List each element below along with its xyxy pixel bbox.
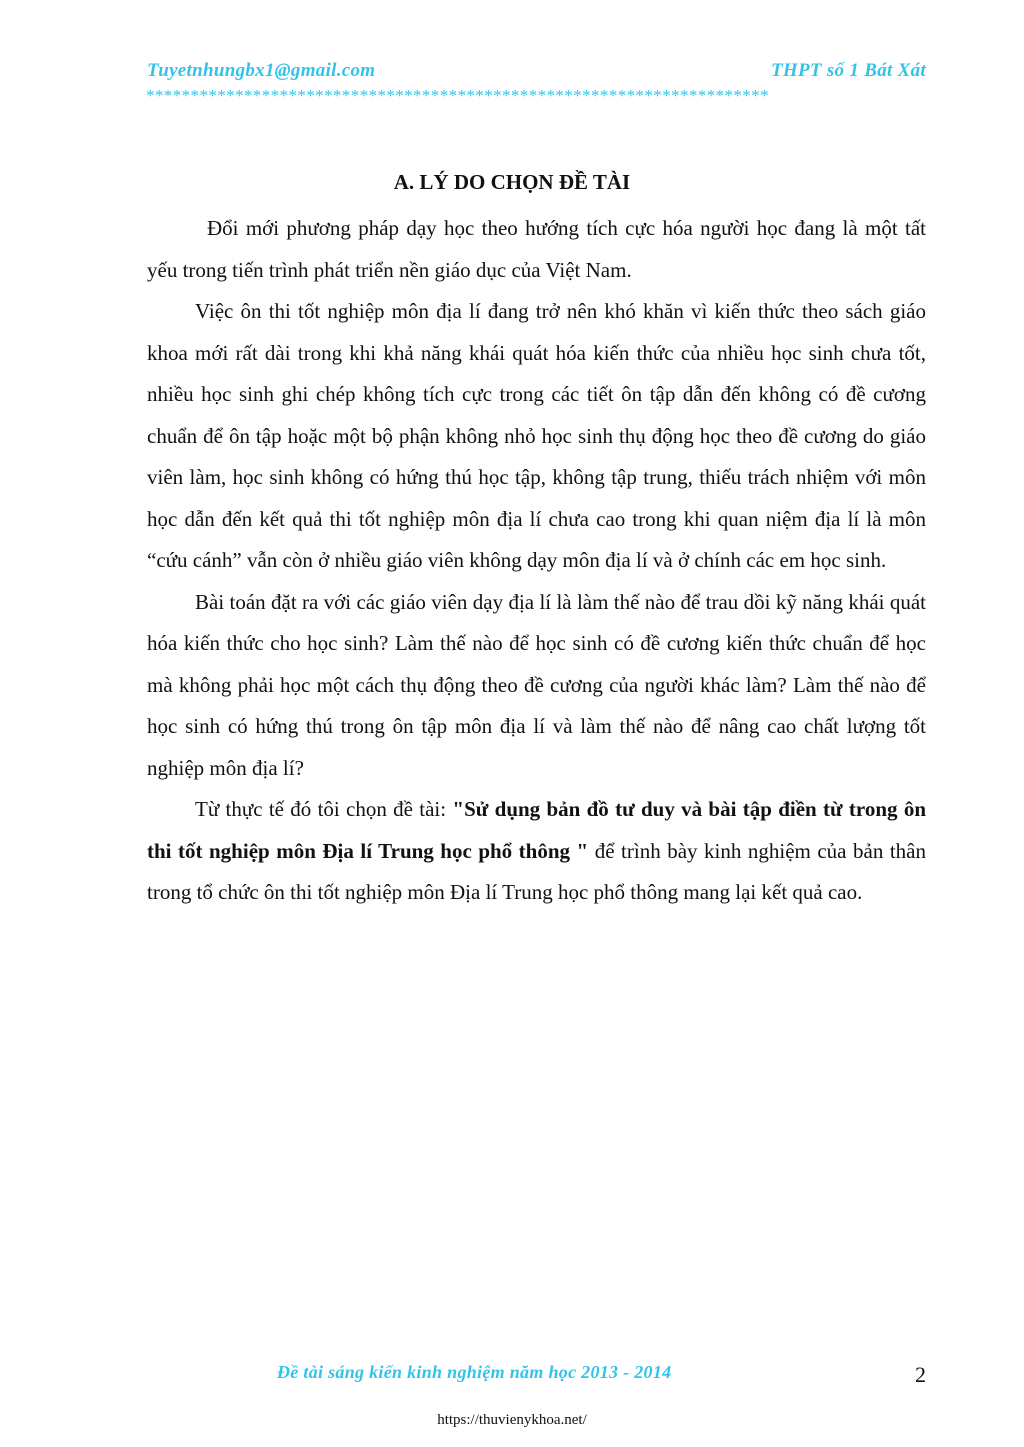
- section-title: A. LÝ DO CHỌN ĐỀ TÀI: [393, 170, 631, 194]
- document-body: [147, 208, 926, 914]
- paragraph-2: Việc ôn thi tốt nghiệp môn địa lí đang trở nên khó khăn vì kiến thức theo sách giáo khoa mới rất dài trong khi khả năng khái quát hóa kiến thức của nhiều học sinh chưa tốt, nhiều học sinh ghi chép không tích cực trong các tiết ôn tập dẫn đến không có đề cương chuẩn để ôn tập hoặc một bộ phận không nhỏ học sinh thụ động học theo đề cương do giáo viên làm, học sinh không có hứng thú học tập, không tập trung, thiếu trách nhiệm với môn học dẫn đến kết quả thi tốt nghiệp môn địa lí chưa cao trong khi quan niệm địa lí là môn “cứu cánh” vẫn còn ở nhiều giáo viên không dạy môn địa lí và ở chính các em học sinh.: [147, 299, 926, 572]
- page-number: 2: [915, 1362, 926, 1387]
- paragraph-4-intro: Từ thực tế đó tôi chọn đề tài:: [195, 797, 453, 821]
- topic-title: "Sử dụng bản đồ tư duy và bài tập điền từ trong ôn thi tốt nghiệp môn Địa lí Trung học phổ thông ": [147, 797, 926, 863]
- paragraph-4: [147, 789, 926, 914]
- paragraph-3: Bài toán đặt ra với các giáo viên dạy địa lí là làm thế nào để trau dồi kỹ năng khái quát hóa kiến thức cho học sinh? Làm thế nào để học sinh có đề cương kiến thức chuẩn để học mà không phải học một cách thụ động theo đề cương của người khác làm? Làm thế nào để học sinh có hứng thú trong ôn tập môn địa lí và làm thế nào để nâng cao chất lượng tốt nghiệp môn địa lí?: [147, 589, 926, 780]
- paragraph-1: Đổi mới phương pháp dạy học theo hướng tích cực hóa người học đang là một tất yếu trong tiến trình phát triển nền giáo dục của Việt Nam.: [147, 216, 926, 282]
- header-divider: **********************************************************************: [146, 88, 769, 104]
- header-email: Tuyetnhungbx1@gmail.com: [147, 60, 376, 81]
- footer-caption: Đề tài sáng kiến kinh nghiệm năm học 2013 - 2014: [277, 1362, 672, 1382]
- source-url: https://thuvienykhoa.net/: [437, 1412, 587, 1428]
- paragraph-4-rest: để trình bày kinh nghiệm của bản thân trong tổ chức ôn thi tốt nghiệp môn Địa lí Trung học phổ thông mang lại kết quả cao.: [147, 838, 926, 904]
- header-school: THPT số 1 Bát Xát: [771, 60, 926, 81]
